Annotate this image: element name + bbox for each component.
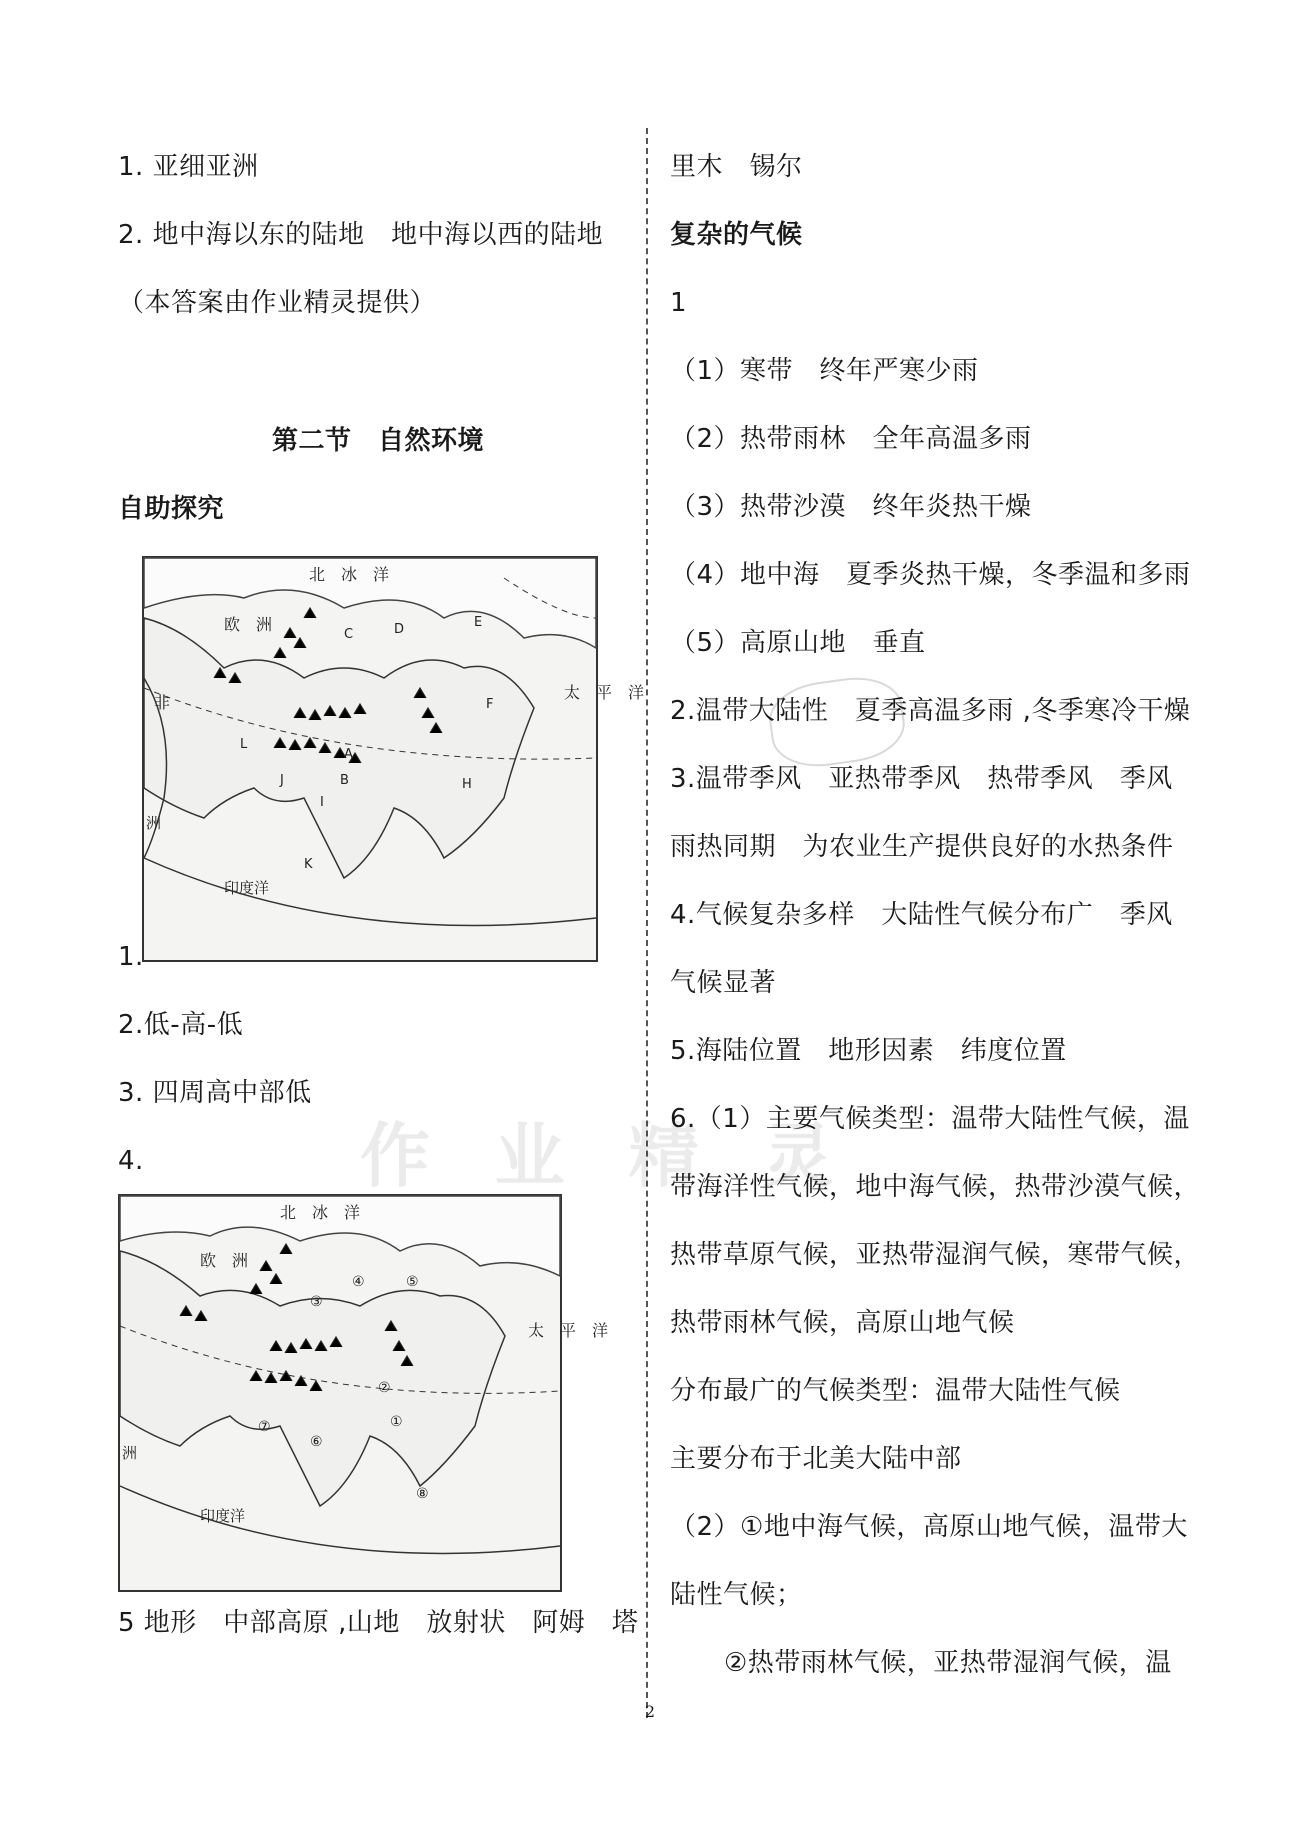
question-1: 1.	[118, 942, 144, 972]
map1-letter-i: I	[320, 795, 324, 810]
right-line-8: 3.温带季风 亚热带季风 热带季风 季风	[670, 764, 1173, 794]
map1-letter-b: B	[340, 773, 349, 788]
map1-letter-l: L	[240, 737, 248, 752]
map1-letter-a: A	[344, 747, 353, 762]
right-line-7: 2.温带大陆性 夏季高温多雨 ,冬季寒冷干燥	[670, 696, 1191, 726]
map2-arctic-ocean: 北 冰 洋	[280, 1203, 361, 1222]
map1-letter-d: D	[394, 622, 405, 637]
subsection-heading: 自助探究	[118, 494, 225, 524]
stamp-seal	[765, 671, 909, 773]
right-line-20: 陆性气候；	[670, 1580, 803, 1610]
map2-number-3: ③	[310, 1294, 323, 1310]
map1-africa: 非	[154, 693, 171, 712]
right-line-3: （2）热带雨林 全年高温多雨	[670, 424, 1032, 454]
map2-number-8: ⑧	[416, 1486, 429, 1502]
right-line-16: 热带雨林气候，高原山地气候	[670, 1308, 1015, 1338]
right-line-1: 1	[670, 288, 688, 318]
right-line-19: （2）①地中海气候，高原山地气候，温带大	[670, 1512, 1188, 1542]
question-4: 4.	[118, 1146, 144, 1176]
right-line-15: 热带草原气候，亚热带湿润气候，寒带气候，	[670, 1240, 1201, 1270]
map2-europe: 欧 洲	[200, 1251, 249, 1270]
right-line-14: 带海洋性气候，地中海气候，热带沙漠气候，	[670, 1172, 1201, 1202]
question-3: 3. 四周高中部低	[118, 1078, 312, 1108]
map2-indian-ocean: 印度洋	[200, 1507, 246, 1525]
right-line-12: 5.海陆位置 地形因素 纬度位置	[670, 1036, 1067, 1066]
map2-number-1: ①	[390, 1414, 403, 1430]
answer-credit: （本答案由作业精灵提供）	[118, 288, 437, 318]
right-line-6: （5）高原山地 垂直	[670, 628, 926, 658]
climate-heading: 复杂的气候	[670, 220, 803, 250]
page-number: 2	[644, 1702, 656, 1721]
right-line-11: 气候显著	[670, 968, 777, 998]
map1-europe: 欧 洲	[224, 615, 273, 634]
map1-arctic-ocean: 北 冰 洋	[309, 565, 390, 584]
right-line-17: 分布最广的气候类型：温带大陆性气候	[670, 1376, 1121, 1406]
map1-letter-j: J	[280, 773, 284, 788]
map2-number-5: ⑤	[406, 1274, 419, 1290]
map1-letter-f: F	[486, 697, 494, 712]
question-5: 5 地形 中部高原 ,山地 放射状 阿姆 塔	[118, 1608, 639, 1638]
map1-indian-ocean: 印度洋	[224, 879, 270, 897]
asia-map-1-svg	[144, 558, 645, 960]
map2-number-6: ⑥	[310, 1434, 323, 1450]
answer-2: 2. 地中海以东的陆地 地中海以西的陆地	[118, 220, 604, 250]
right-line-18: 主要分布于北美大陆中部	[670, 1444, 962, 1474]
right-line-0: 里木 锡尔	[670, 152, 803, 182]
column-divider	[646, 128, 648, 1718]
right-line-10: 4.气候复杂多样 大陆性气候分布广 季风	[670, 900, 1173, 930]
map2-number-2: ②	[378, 1380, 391, 1396]
asia-map-2-svg	[120, 1196, 609, 1590]
map2-pacific: 太 平 洋	[528, 1321, 609, 1340]
map1-letter-h: H	[462, 777, 472, 792]
map2-number-7: ⑦	[258, 1419, 271, 1435]
right-line-21: ②热带雨林气候，亚热带湿润气候，温	[724, 1648, 1172, 1678]
right-line-4: （3）热带沙漠 终年炎热干燥	[670, 492, 1032, 522]
map1-letter-k: K	[304, 857, 313, 872]
asia-map-letters	[142, 556, 645, 962]
right-line-9: 雨热同期 为农业生产提供良好的水热条件	[670, 832, 1174, 862]
right-line-13: 6.（1）主要气候类型：温带大陆性气候，温	[670, 1104, 1190, 1134]
answer-1: 1. 亚细亚洲	[118, 152, 259, 182]
right-line-5: （4）地中海 夏季炎热干燥，冬季温和多雨	[670, 560, 1191, 590]
map1-pacific: 太 平 洋	[564, 683, 645, 702]
right-line-2: （1）寒带 终年严寒少雨	[670, 356, 979, 386]
map1-australia-fragment: 洲	[146, 814, 162, 832]
map2-australia-fragment: 洲	[122, 1444, 138, 1462]
map1-letter-e: E	[474, 615, 483, 630]
watermark-mid: 作 业 精 灵	[360, 1115, 854, 1197]
map2-number-4: ④	[352, 1274, 365, 1290]
asia-map-numbers	[118, 1194, 609, 1592]
section-title: 第二节 自然环境	[271, 426, 484, 456]
map1-letter-c: C	[344, 627, 354, 642]
question-2: 2.低-高-低	[118, 1010, 244, 1040]
